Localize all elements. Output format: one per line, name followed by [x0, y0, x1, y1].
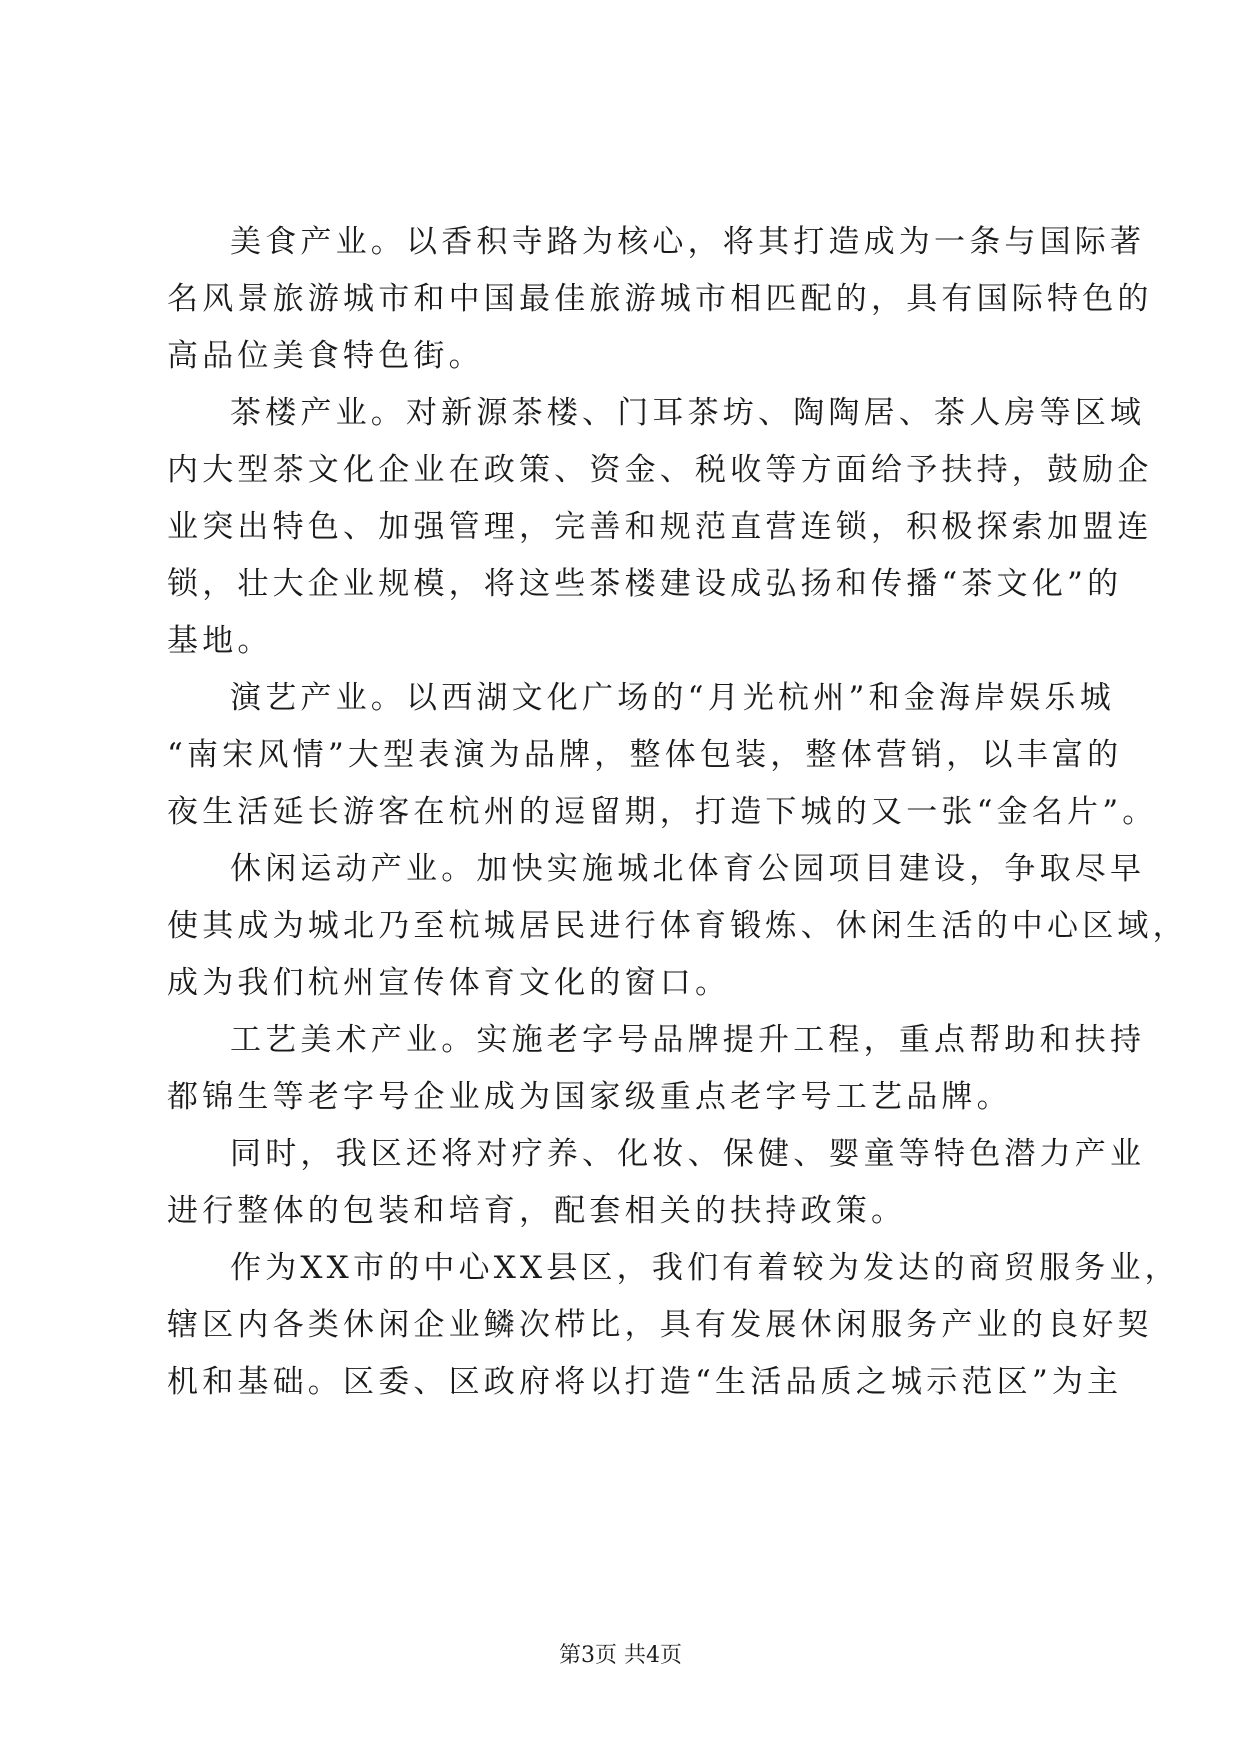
- paragraph-1-line-1: 美食产业。以香积寺路为核心，将其打造成为一条与国际著: [230, 224, 1146, 260]
- paragraph-5-line-2: 都锦生等老字号企业成为国家级重点老字号工艺品牌。: [167, 1079, 1012, 1115]
- paragraph-4-line-3: 成为我们杭州宣传体育文化的窗口。: [167, 965, 731, 1001]
- paragraph-3-line-1: 演艺产业。以西湖文化广场的“月光杭州”和金海岸娱乐城: [230, 680, 1115, 716]
- paragraph-7-line-3: 机和基础。区委、区政府将以打造“生活品质之城示范区”为主: [167, 1364, 1123, 1400]
- paragraph-1-line-2: 名风景旅游城市和中国最佳旅游城市相匹配的，具有国际特色的: [167, 281, 1153, 317]
- paragraph-4-line-1: 休闲运动产业。加快实施城北体育公园项目建设，争取尽早: [230, 851, 1146, 887]
- page-number-footer: 第3页 共4页: [559, 1643, 682, 1668]
- paragraph-1-line-3: 高品位美食特色街。: [167, 338, 484, 374]
- paragraph-3-line-3: 夜生活延长游客在杭州的逗留期，打造下城的又一张“金名片”。: [167, 794, 1158, 830]
- paragraph-7-line-1: 作为XX市的中心XX县区，我们有着较为发达的商贸服务业，: [230, 1250, 1180, 1286]
- paragraph-3-line-2: “南宋风情”大型表演为品牌，整体包装，整体营销，以丰富的: [167, 737, 1123, 773]
- paragraph-6-line-2: 进行整体的包装和培育，配套相关的扶持政策。: [167, 1193, 907, 1229]
- paragraph-5-line-1: 工艺美术产业。实施老字号品牌提升工程，重点帮助和扶持: [230, 1022, 1146, 1058]
- paragraph-6-line-1: 同时，我区还将对疗养、化妆、保健、婴童等特色潜力产业: [230, 1136, 1146, 1172]
- paragraph-4-line-2: 使其成为城北乃至杭城居民进行体育锻炼、休闲生活的中心区域，: [167, 908, 1188, 944]
- paragraph-2-line-4: 锁，壮大企业规模，将这些茶楼建设成弘扬和传播“茶文化”的: [167, 566, 1123, 602]
- paragraph-7-line-2: 辖区内各类休闲企业鳞次栉比，具有发展休闲服务产业的良好契: [167, 1307, 1153, 1343]
- paragraph-2-line-2: 内大型茶文化企业在政策、资金、税收等方面给予扶持，鼓励企: [167, 452, 1153, 488]
- paragraph-2-line-1: 茶楼产业。对新源茶楼、门耳茶坊、陶陶居、茶人房等区域: [230, 395, 1146, 431]
- paragraph-2-line-5: 基地。: [167, 623, 273, 659]
- paragraph-2-line-3: 业突出特色、加强管理，完善和规范直营连锁，积极探索加盟连: [167, 509, 1153, 545]
